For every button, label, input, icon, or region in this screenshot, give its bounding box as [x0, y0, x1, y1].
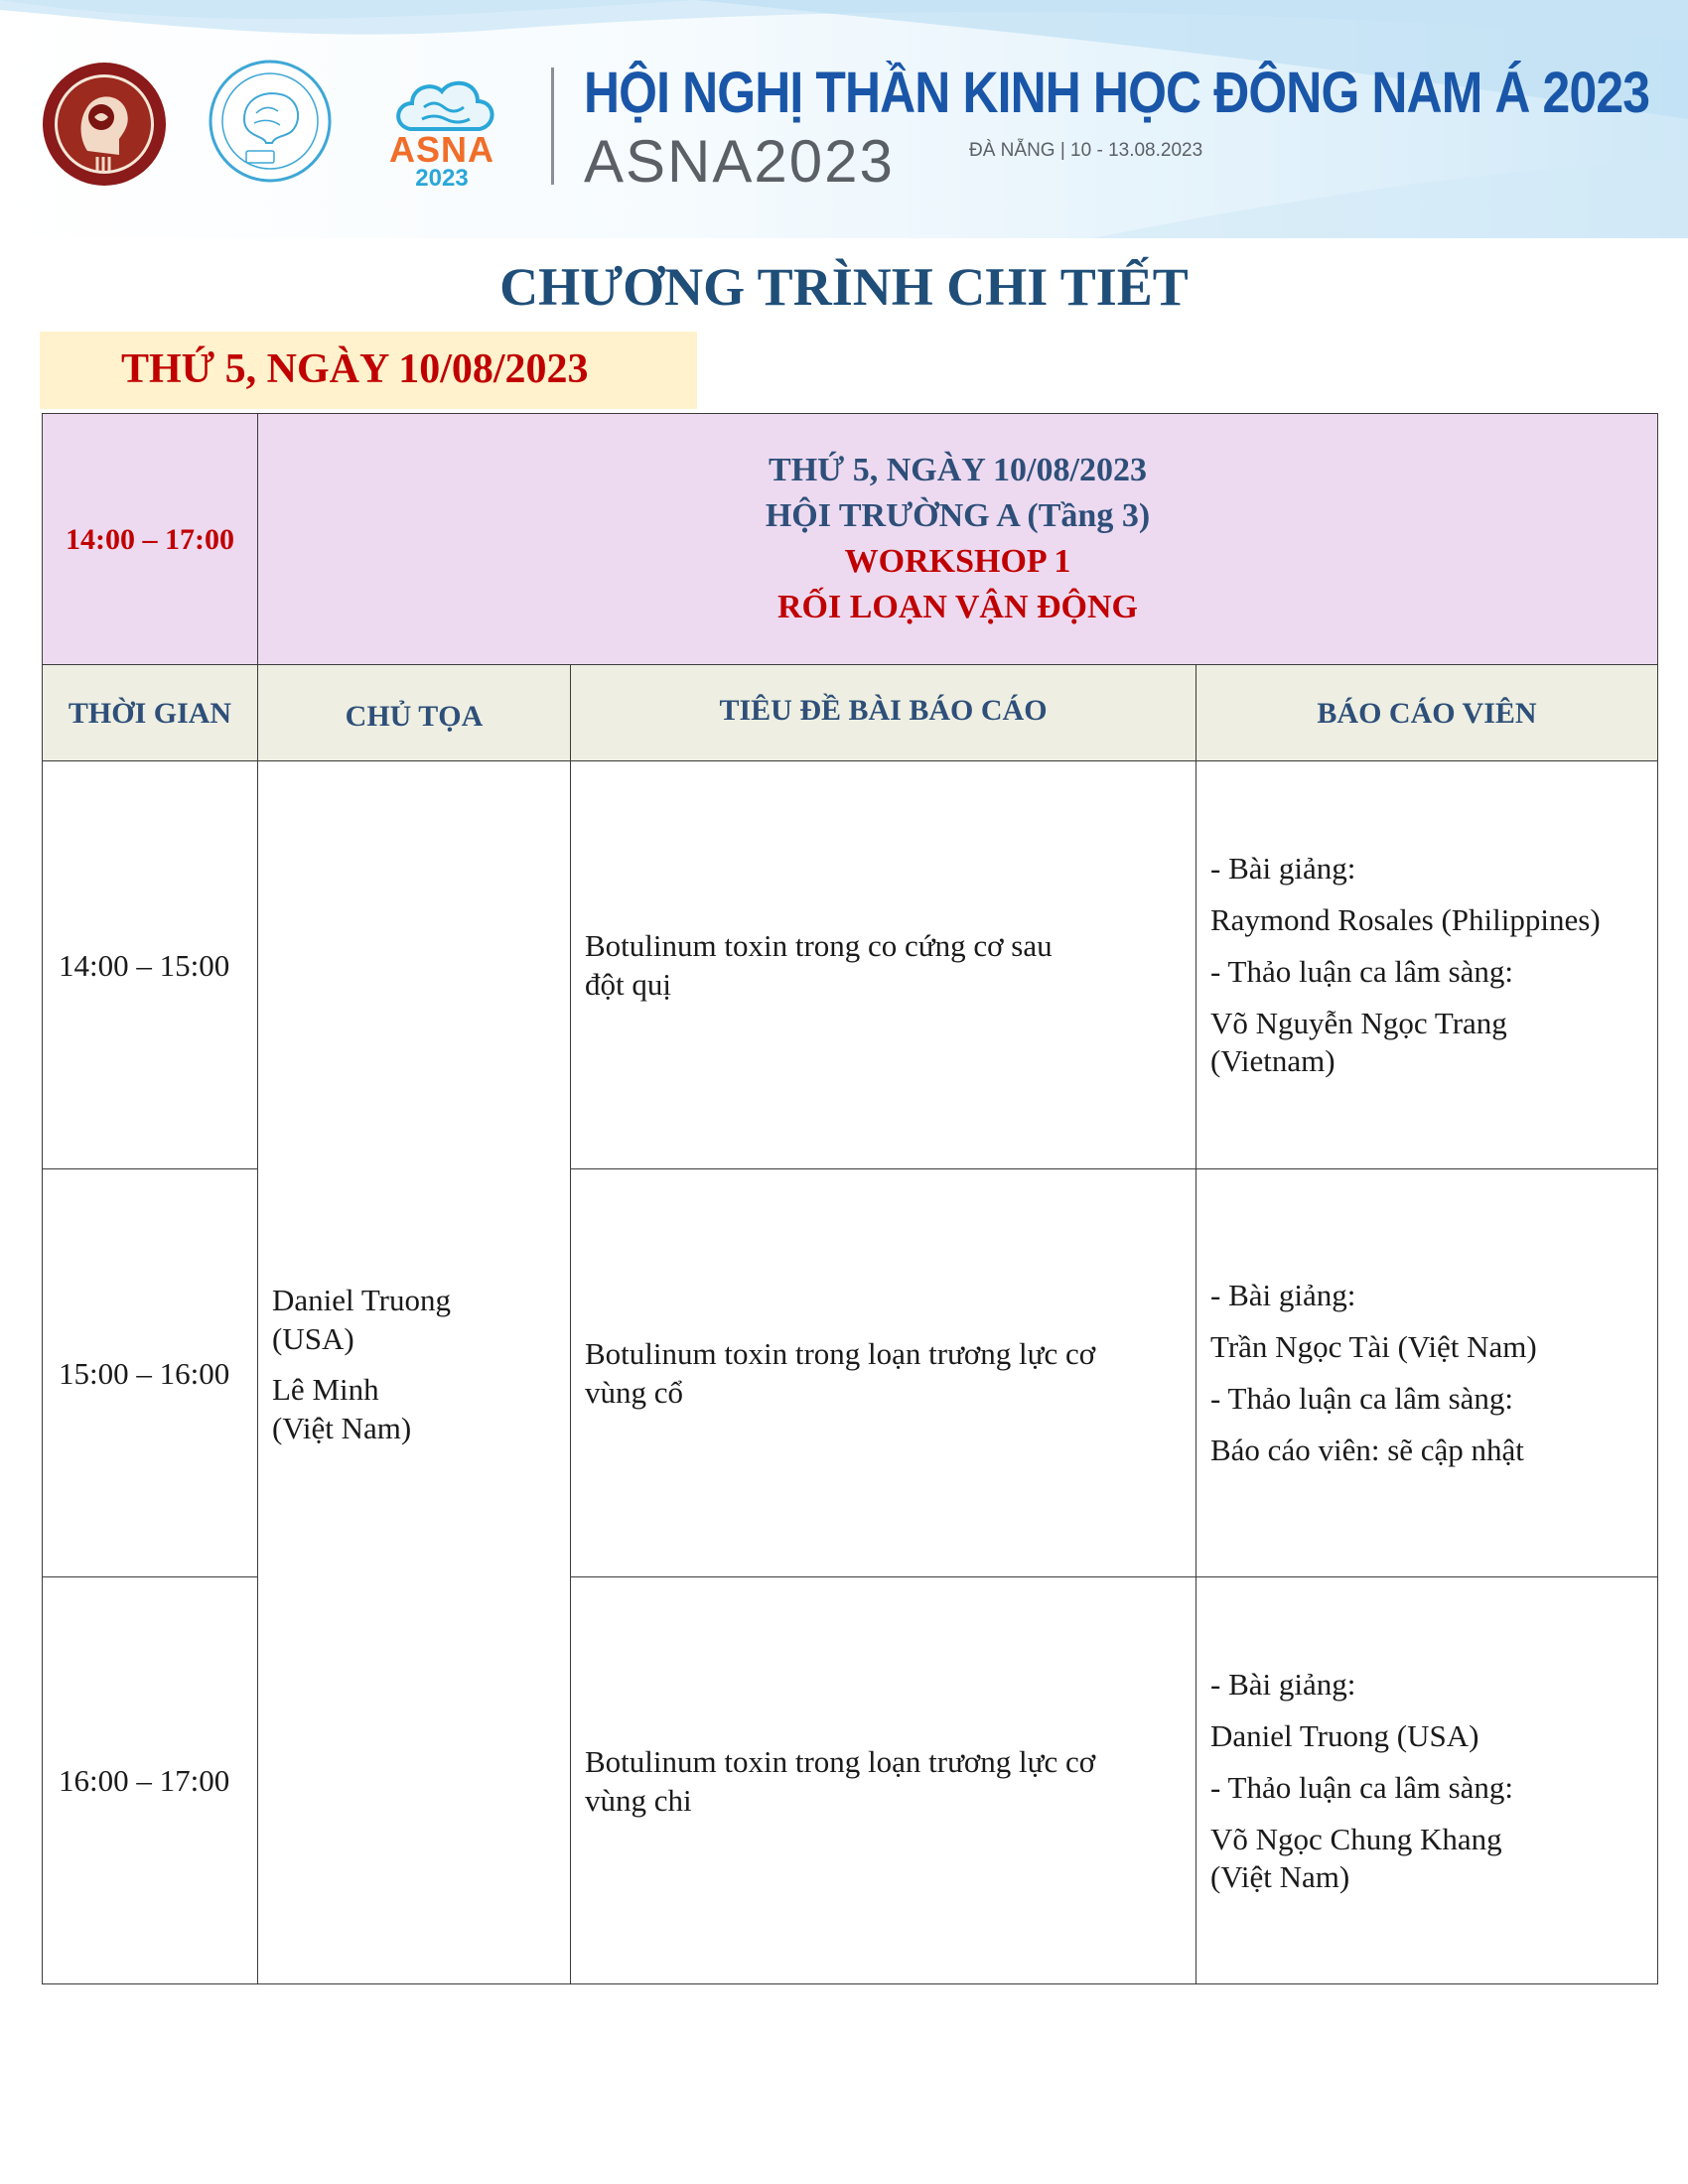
- row-1-lecture-speaker: Raymond Rosales (Philippines): [1210, 902, 1601, 937]
- row-3-title-line-2: vùng chi: [585, 1782, 692, 1818]
- page-title: CHƯƠNG TRÌNH CHI TIẾT: [499, 257, 1189, 317]
- row-2-time-text: 15:00 – 16:00: [59, 1355, 230, 1391]
- row-1-speakers: [1210, 850, 1601, 1080]
- row-1-case-speaker-line-2: (Vietnam): [1210, 1043, 1336, 1078]
- row-2-lecture-label: - Bài giảng:: [1210, 1278, 1356, 1312]
- session-info: [766, 448, 1150, 630]
- conference-place-date: ĐÀ NẴNG | 10 - 13.08.2023: [969, 140, 1203, 161]
- table-row-1-time: [42, 760, 258, 1169]
- column-header-chair: [257, 664, 571, 761]
- conference-title: HỘI NGHỊ THẦN KINH HỌC ĐÔNG NAM Á 2023: [584, 61, 1650, 125]
- row-3-title-line-1: Botulinum toxin trong loạn trương lực cơ: [585, 1743, 1096, 1779]
- table-row-1-title: [570, 760, 1196, 1169]
- chair-country-2: (Việt Nam): [272, 1410, 412, 1445]
- column-header-chair-label: CHỦ TỌA: [345, 699, 484, 733]
- row-3-case-speaker-line-1: Võ Ngọc Chung Khang: [1210, 1821, 1502, 1856]
- row-1-title-line-1: Botulinum toxin trong co cứng cơ sau: [585, 928, 1053, 963]
- session-topic: RỐI LOẠN VẬN ĐỘNG: [776, 589, 1138, 625]
- row-3-speakers: [1210, 1666, 1513, 1896]
- vietnam-neurology-association-logo: [207, 58, 334, 185]
- chair-cell: [257, 760, 571, 1984]
- session-info-cell: [257, 413, 1658, 665]
- row-3-lecture-label: - Bài giảng:: [1210, 1666, 1356, 1702]
- column-header-time-label: THỜI GIAN: [68, 696, 232, 730]
- table-row-2-title: [570, 1168, 1196, 1577]
- row-2-title: [585, 1334, 1095, 1412]
- table-row-2-time: [42, 1168, 258, 1577]
- row-3-case-speaker-line-2: (Việt Nam): [1210, 1858, 1350, 1894]
- date-banner: [40, 332, 697, 409]
- row-3-lecture-speaker: Daniel Truong (USA): [1210, 1717, 1479, 1753]
- asna-logo-year: 2023: [415, 165, 469, 192]
- row-1-title: [585, 926, 1053, 1004]
- table-row-2-speaker: [1196, 1168, 1658, 1577]
- table-row-3-time: [42, 1576, 258, 1984]
- row-1-case-label: - Thảo luận ca lâm sàng:: [1210, 954, 1514, 989]
- header-banner: [0, 0, 1688, 238]
- asean-neurological-association-logo: [40, 60, 169, 189]
- session-hall: HỘI TRƯỜNG A (Tầng 3): [765, 497, 1151, 534]
- session-time-range: 14:00 – 17:00: [66, 522, 234, 556]
- conference-code: ASNA2023: [584, 128, 895, 195]
- chair-country-1: (USA): [272, 1320, 354, 1356]
- column-header-speaker-label: BÁO CÁO VIÊN: [1317, 696, 1537, 730]
- row-1-case-speaker-line-1: Võ Nguyễn Ngọc Trang: [1210, 1006, 1507, 1040]
- column-header-title: [570, 664, 1196, 761]
- table-row-3-speaker: [1196, 1576, 1658, 1984]
- row-3-case-label: - Thảo luận ca lâm sàng:: [1210, 1769, 1514, 1805]
- session-workshop: WORKSHOP 1: [844, 543, 1071, 580]
- row-1-title-line-2: đột quị: [585, 967, 671, 1002]
- row-2-speakers: [1210, 1277, 1537, 1469]
- row-1-lecture-label: - Bài giảng:: [1210, 851, 1356, 886]
- table-row-1-speaker: [1196, 760, 1658, 1169]
- row-1-time-text: 14:00 – 15:00: [59, 947, 230, 983]
- chair-name-1: Daniel Truong: [272, 1282, 451, 1317]
- column-header-title-label: TIÊU ĐỀ BÀI BÁO CÁO: [719, 693, 1048, 727]
- row-2-title-line-2: vùng cổ: [585, 1375, 684, 1410]
- header-divider: [551, 68, 554, 185]
- chair-name-2: Lê Minh: [272, 1371, 379, 1407]
- asna-logo-word: ASNA: [388, 129, 494, 170]
- row-2-case-speaker-line-1: Báo cáo viên: sẽ cập nhật: [1210, 1433, 1524, 1467]
- row-3-time-text: 16:00 – 17:00: [59, 1763, 230, 1798]
- row-2-case-label: - Thảo luận ca lâm sàng:: [1210, 1381, 1514, 1416]
- chair-list: [272, 1281, 451, 1447]
- row-2-lecture-speaker: Trần Ngọc Tài (Việt Nam): [1210, 1329, 1537, 1364]
- row-3-title: [585, 1742, 1095, 1820]
- table-row-3-title: [570, 1576, 1196, 1984]
- row-2-title-line-1: Botulinum toxin trong loạn trương lực cơ: [585, 1336, 1096, 1371]
- session-date: THỨ 5, NGÀY 10/08/2023: [769, 452, 1147, 488]
- session-time-cell: [42, 413, 258, 665]
- asna-2023-logo: [362, 60, 521, 192]
- column-header-speaker: [1196, 664, 1658, 761]
- date-banner-text: THỨ 5, NGÀY 10/08/2023: [121, 346, 589, 392]
- column-header-time: [42, 664, 258, 761]
